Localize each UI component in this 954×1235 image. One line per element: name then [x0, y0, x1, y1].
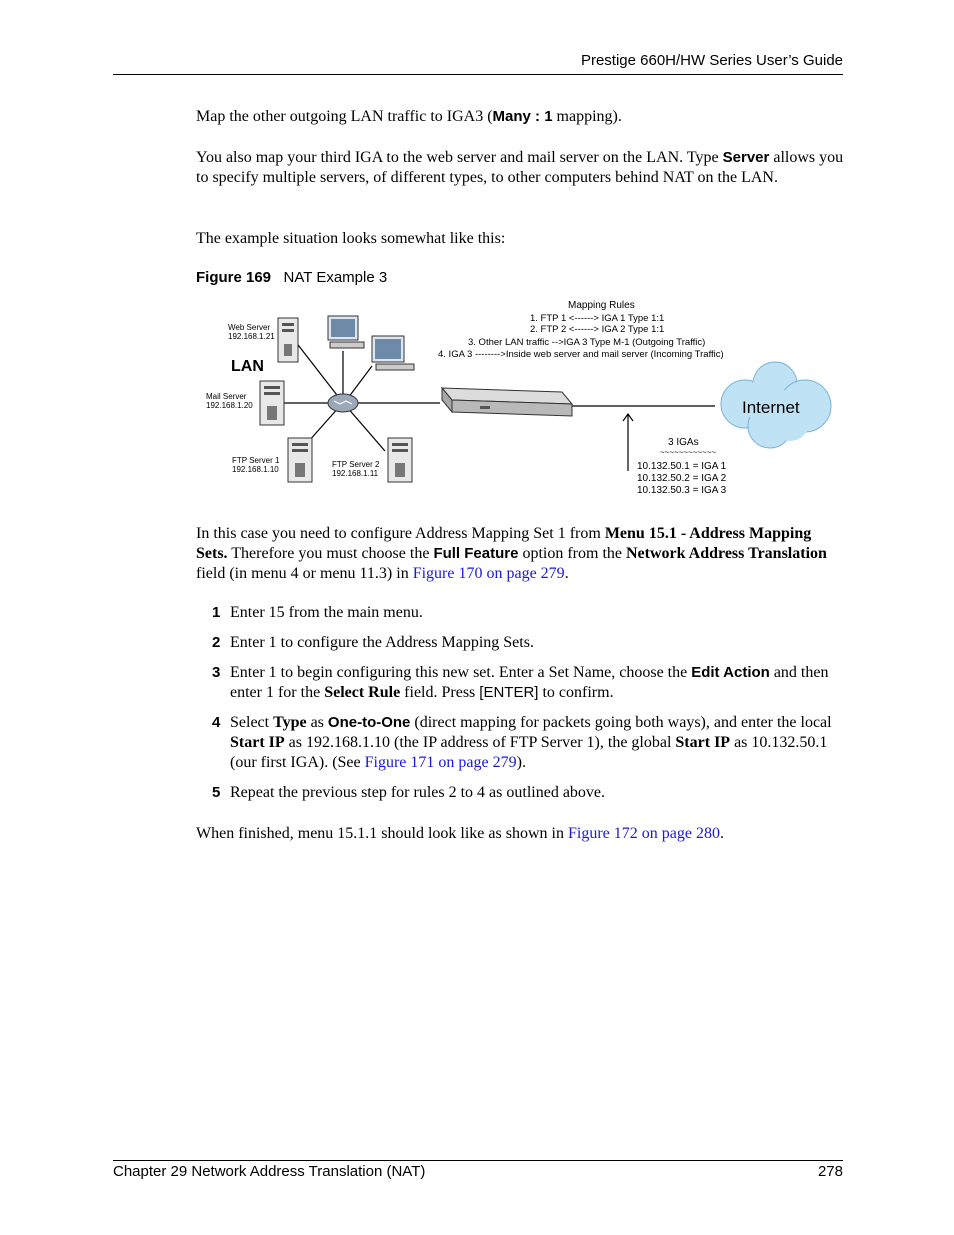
- nat-diagram: [200, 296, 840, 501]
- text: and then enter 1 for the: [230, 664, 829, 701]
- web-server-label: Web Server: [228, 323, 271, 332]
- ftp1-label: FTP Server 1: [232, 456, 280, 465]
- figure-number: Figure 169: [196, 269, 272, 286]
- text: field (in menu 4 or menu 11.3) in: [196, 565, 413, 582]
- mapping-rule: 1. FTP 1 <------> IGA 1 Type 1:1: [530, 313, 665, 324]
- text: to confirm.: [538, 684, 614, 701]
- bold-term: Type: [273, 714, 307, 731]
- igas-divider: ~~~~~~~~~~~~: [660, 448, 717, 457]
- paragraph-configure: [196, 524, 844, 584]
- bold-term: Full Feature: [433, 545, 519, 562]
- figure-caption: [196, 269, 387, 286]
- step-text: Enter 15 from the main menu.: [230, 604, 423, 621]
- text: You also map your third IGA to the web server and mail server on the LAN. Type: [196, 149, 723, 166]
- bold-term: Server: [722, 149, 770, 166]
- text: Select: [230, 714, 274, 731]
- header-title: Prestige 660H/HW Series User’s Guide: [580, 52, 843, 69]
- bold-term: Start IP: [675, 734, 731, 751]
- pc-icon: [372, 336, 414, 370]
- mail-server-icon: [260, 381, 284, 425]
- text: ).: [516, 754, 526, 771]
- paragraph-example: The example situation looks somewhat like this:: [196, 230, 506, 247]
- text: Therefore you must choose the: [227, 545, 434, 562]
- ftp2-label: FTP Server 2: [332, 460, 380, 469]
- step-number: 1: [212, 604, 221, 621]
- figure-172-link[interactable]: Figure 172 on page 280: [567, 825, 720, 842]
- step-item: [196, 603, 844, 623]
- text: .: [719, 825, 724, 842]
- mail-server-label: Mail Server: [206, 392, 247, 401]
- web-server-icon: [278, 318, 298, 362]
- bold-term: One-to-One: [327, 714, 411, 731]
- step-item: [196, 633, 844, 653]
- text: mapping).: [552, 108, 622, 125]
- mapping-rule: 2. FTP 2 <------> IGA 2 Type 1:1: [530, 324, 665, 335]
- bold-term: Many : 1: [492, 108, 553, 125]
- text: field. Press: [400, 684, 480, 701]
- hub-icon: [328, 394, 358, 412]
- pc-icon: [328, 316, 364, 348]
- step-number: 4: [212, 714, 221, 731]
- footer-chapter: Chapter 29 Network Address Translation (NAT): [113, 1163, 426, 1180]
- text: .: [564, 565, 569, 582]
- text: option from the: [518, 545, 626, 562]
- iga-entry: 10.132.50.1 = IGA 1: [637, 461, 727, 472]
- mapping-rule: 3. Other LAN traffic -->IGA 3 Type M-1 (Outgoing Traffic): [468, 337, 706, 348]
- text: (direct mapping for packets going both ways), and enter the local: [410, 714, 832, 731]
- step-number: 5: [212, 784, 221, 801]
- step-number: 2: [212, 634, 221, 651]
- step-item: [196, 663, 844, 703]
- page-header: [113, 50, 843, 75]
- step-number: 3: [212, 664, 221, 681]
- text: allows you to specify multiple servers, of different types, to other computers behind NAT on the LAN.: [196, 149, 844, 186]
- lan-label: LAN: [231, 358, 264, 375]
- page-footer: [113, 1160, 843, 1180]
- web-server-ip: 192.168.1.21: [228, 332, 275, 341]
- figure-title: NAT Example 3: [283, 269, 388, 286]
- paragraph-iga3: [196, 107, 844, 127]
- text: as 10.132.50.1 (our first IGA). (See: [230, 734, 828, 771]
- iga-entry: 10.132.50.2 = IGA 2: [637, 473, 727, 484]
- igas-title: 3 IGAs: [668, 437, 699, 448]
- text: When finished, menu 15.1.1 should look like as shown in: [196, 825, 568, 842]
- step-text: Enter 1 to configure the Address Mapping Sets.: [230, 634, 534, 651]
- bold-term: Select Rule: [324, 684, 401, 701]
- mapping-rule: 4. IGA 3 -------->Inside web server and mail server (Incoming Traffic): [438, 349, 724, 360]
- ftp-server-1-icon: [288, 438, 312, 482]
- prestige-router-icon: [442, 388, 572, 416]
- bold-term: Network Address Translation: [626, 545, 827, 562]
- text: In this case you need to configure Address Mapping Set 1 from: [196, 525, 605, 542]
- step-text: Repeat the previous step for rules 2 to 4 as outlined above.: [230, 784, 606, 801]
- ftp2-ip: 192.168.1.11: [332, 469, 379, 478]
- steps-list: [196, 603, 844, 813]
- bold-term: Menu 15.1 - Address Mapping Sets.: [196, 525, 812, 562]
- paragraph-finished: [196, 824, 844, 844]
- figure-171-link[interactable]: Figure 171 on page 279: [364, 754, 517, 771]
- internet-label: Internet: [742, 398, 800, 417]
- bold-term: Start IP: [230, 734, 285, 751]
- text: Map the other outgoing LAN traffic to IGA3 (: [196, 108, 493, 125]
- step-item: [196, 713, 844, 773]
- ftp1-ip: 192.168.1.10: [232, 465, 279, 474]
- page-number: 278: [817, 1163, 843, 1180]
- ftp-server-2-icon: [388, 438, 412, 482]
- text: Enter 1 to begin configuring this new set. Enter a Set Name, choose the: [230, 664, 692, 681]
- text: as: [306, 714, 328, 731]
- figure-170-link[interactable]: Figure 170 on page 279: [412, 565, 565, 582]
- paragraph-server: [196, 148, 844, 188]
- text: as 192.168.1.10 (the IP address of FTP Server 1), the global: [284, 734, 676, 751]
- key-label: [ENTER]: [479, 684, 539, 701]
- bold-term: Edit Action: [691, 664, 770, 681]
- mapping-rules-title: Mapping Rules: [568, 300, 635, 311]
- mail-server-ip: 192.168.1.20: [206, 401, 253, 410]
- iga-entry: 10.132.50.3 = IGA 3: [637, 485, 727, 496]
- step-item: [196, 783, 844, 803]
